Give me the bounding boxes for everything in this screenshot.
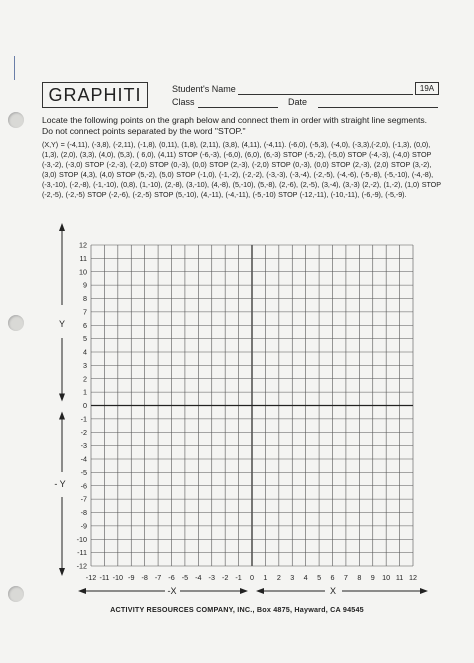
student-name-label: Student's Name xyxy=(172,84,236,94)
x-tick-label: 11 xyxy=(395,573,404,582)
arrow-down-icon xyxy=(59,568,65,576)
points-list: (X,Y) = (-4,11), (-3,8), (-2,11), (-1,8), (0,11), (1,8), (2,11), (3,8), (4,11), (-4,11). (-6,0), (-5,3), (-4,0), (-3,3),(-2,0), (-1,3), (0,0), (1,3), (2,0), (3,3), (4,0), (5,3), ( 6,0), (4,11) STOP (-6,-3), (-6,0), (6,0), (6,-3) STOP (-5,-2), (-5,0) STOP (-4,-3), (-4,0) STOP (-3,-2), (-3,0) STOP (-2,-3), (-2,0) STOP (0,-3), (0,0) STOP (2,-3), (-2,0) STOP (0,-3), (0,0) STOP (2,-3), (2,0) STOP (3,-2), (3,0) STOP (4,3), (4,0) STOP (5,-2), (5,0) STOP (-1,0), (-1,-2), (-2,-2), (-3,-3), (-3,-4), (-2,-5), (-4,-6), (-5,-8), (-5,-10), (-4,-8), (-3,-10), (-2,-8), (-1,-10), (0,8), (1,-10), (2,-8), (3,-10), (4,-8), (5,-10), (5,-8), (2,-6), (2,-5), (3,-4), (3,-3) (2,-2), (1,-2), (1,0) STOP (-2,-5), (-2,-5) STOP (-2,-6), (-2,-5) STOP (5,-10), (4,-11), (-4,-11), (-5,-10) STOP (-12,-11), (-10,-11), (-6,-9), (-5,-9). xyxy=(42,140,441,199)
date-label: Date xyxy=(288,97,308,107)
x-axis-label: X xyxy=(329,586,337,596)
y-tick-label: 2 xyxy=(83,374,87,384)
x-tick-label: -12 xyxy=(85,573,97,582)
x-tick-label: 5 xyxy=(317,573,322,582)
arrow-right-icon xyxy=(240,588,248,594)
y-tick-label: -7 xyxy=(80,494,87,504)
instructions-text: Locate the following points on the graph below and connect them in order with straight line segments. Do not connect points separated by the word "STOP." xyxy=(42,115,428,136)
y-tick-label: -1 xyxy=(80,414,87,424)
x-tick-label: 9 xyxy=(370,573,375,582)
y-tick-label: 8 xyxy=(83,294,87,303)
y-tick-label: 9 xyxy=(83,280,87,290)
y-tick-label: 7 xyxy=(83,307,87,317)
y-axis-label: Y xyxy=(58,319,66,329)
x-tick-label: 8 xyxy=(357,573,362,582)
x-tick-label: -3 xyxy=(208,573,215,582)
arrow-down-icon xyxy=(59,394,65,402)
worksheet-code: 19A xyxy=(415,82,439,95)
y-tick-label: 5 xyxy=(83,334,87,344)
arrow-right-icon xyxy=(420,588,428,594)
y-tick-label: 3 xyxy=(83,360,87,370)
x-tick-label: 2 xyxy=(276,573,281,582)
x-tick-label: 6 xyxy=(330,573,335,582)
x-tick-label: -4 xyxy=(195,573,202,582)
worksheet-title: GRAPHITI xyxy=(42,82,148,108)
y-tick-label: -2 xyxy=(80,427,87,437)
y-tick-label: 6 xyxy=(83,320,87,330)
y-tick-label: -9 xyxy=(80,521,87,531)
y-tick-label: 0 xyxy=(83,401,87,410)
publisher-footer: ACTIVITY RESOURCES COMPANY, INC., Box 4875, Hayward, CA 94545 xyxy=(110,605,364,614)
y-tick-label: -8 xyxy=(80,508,87,517)
y-tick-label: -4 xyxy=(80,454,87,464)
x-tick-label: 7 xyxy=(343,573,348,582)
neg-x-axis-label: -X xyxy=(167,586,177,596)
arrow-up-icon xyxy=(59,223,65,231)
x-tick-label: 4 xyxy=(303,573,308,582)
y-tick-label: 4 xyxy=(83,347,87,357)
y-tick-label: 12 xyxy=(79,240,87,250)
arrow-left-icon xyxy=(256,588,264,594)
y-tick-label: 11 xyxy=(79,253,87,263)
x-tick-label: 3 xyxy=(290,573,295,582)
x-tick-label: -9 xyxy=(128,573,135,582)
arrow-left-icon xyxy=(78,588,86,594)
y-tick-label: -6 xyxy=(80,481,87,491)
class-label: Class xyxy=(172,97,195,107)
y-tick-label: -12 xyxy=(76,561,87,571)
x-tick-label: 12 xyxy=(409,573,417,582)
y-tick-label: -5 xyxy=(80,467,87,477)
x-tick-label: -7 xyxy=(154,573,162,582)
x-tick-label: -1 xyxy=(235,573,242,582)
y-tick-label: -10 xyxy=(76,534,87,544)
x-tick-label: -10 xyxy=(112,573,124,582)
x-tick-label: -5 xyxy=(181,573,189,582)
x-tick-label: -2 xyxy=(221,573,229,582)
neg-y-axis-label: - Y xyxy=(54,479,66,489)
y-tick-label: -3 xyxy=(80,441,87,451)
x-tick-label: 10 xyxy=(382,573,391,582)
x-tick-label: 0 xyxy=(250,573,254,582)
y-tick-label: -11 xyxy=(77,548,87,558)
x-tick-label: -8 xyxy=(141,573,148,582)
y-tick-label: 10 xyxy=(79,267,87,277)
x-tick-label: -6 xyxy=(168,573,175,582)
x-tick-label: 1 xyxy=(263,573,268,582)
arrow-up-icon xyxy=(59,412,65,420)
x-tick-label: -11 xyxy=(99,573,110,582)
y-tick-label: 1 xyxy=(83,387,87,397)
